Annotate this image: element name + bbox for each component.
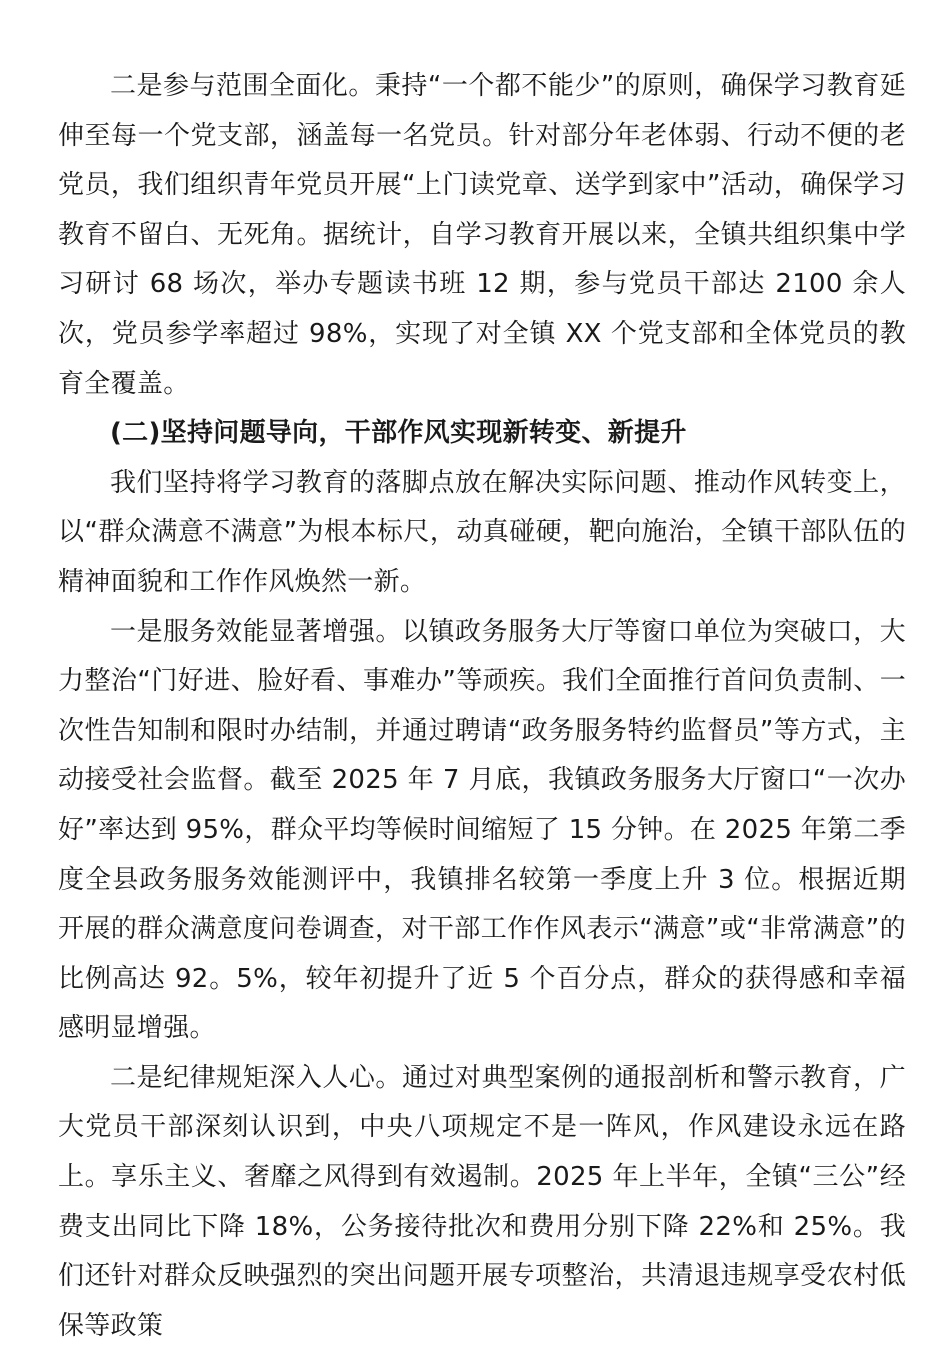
paragraph-service-efficiency: 一是服务效能显著增强。以镇政务服务大厅等窗口单位为突破口，大力整治“门好进、脸好看、事难办”等顽疾。我们全面推行首问负责制、一次性告知制和限时办结制，并通过聘请“政务服务特约监督员”等方式，主动接受社会监督。截至 2025 年 7 月底，我镇政务服务大厅窗口“一次办好”率达到 95%，群众平均等候时间缩短了 15 分钟。在 2025 年第二季度全县政务服务效能测评中，我镇排名较第一季度上升 3 位。根据近期开展的群众满意度问卷调查，对干部工作作风表示“满意”或“非常满意”的比例高达 92。5%，较年初提升了近 5 个百分点，群众的获得感和幸福感明显增强。	[58, 616, 906, 1044]
paragraph-participation-scope: 二是参与范围全面化。秉持“一个都不能少”的原则，确保学习教育延伸至每一个党支部，涵盖每一名党员。针对部分年老体弱、行动不便的老党员，我们组织青年党员开展“上门读党章、送学到家中”活动，确保学习教育不留白、无死角。据统计，自学习教育开展以来，全镇共组织集中学习研讨 68 场次，举办专题读书班 12 期，参与党员干部达 2100 余人次，党员参学率超过 98%，实现了对全镇 XX 个党支部和全体党员的教育全覆盖。	[58, 71, 906, 399]
paragraph-section-intro: 我们坚持将学习教育的落脚点放在解决实际问题、推动作风转变上，以“群众满意不满意”为根本标尺，动真碰硬，靶向施治，全镇干部队伍的精神面貌和工作作风焕然一新。	[58, 467, 906, 597]
document-body	[58, 62, 906, 1351]
section-heading-problem-oriented: (二)坚持问题导向，干部作风实现新转变、新提升	[110, 418, 687, 449]
paragraph-discipline-rules: 二是纪律规矩深入人心。通过对典型案例的通报剖析和警示教育，广大党员干部深刻认识到，中央八项规定不是一阵风，作风建设永远在路上。享乐主义、奢靡之风得到有效遏制。2025 年上半年，全镇“三公”经费支出同比下降 18%，公务接待批次和费用分别下降 22%和 25%。我们还针对群众反映强烈的突出问题开展专项整治，共清退违规享受农村低保等政策	[58, 1062, 906, 1341]
